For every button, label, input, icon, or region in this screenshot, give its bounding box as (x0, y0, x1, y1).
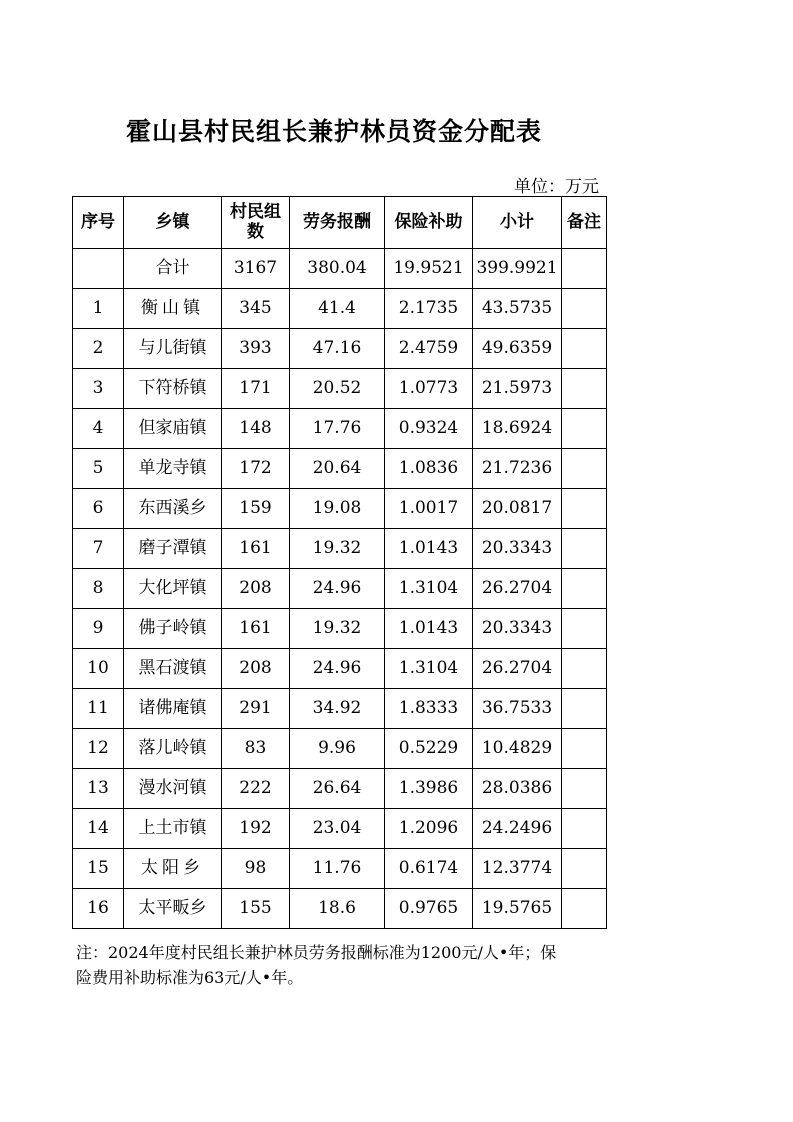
cell-insurance: 2.4759 (385, 329, 473, 369)
cell-remark (562, 489, 607, 529)
table-row (73, 329, 607, 369)
cell-town: 佛子岭镇 (124, 609, 222, 649)
cell-remark (562, 409, 607, 449)
cell-town: 太平畈乡 (124, 889, 222, 929)
cell-remark (562, 449, 607, 489)
cell-insurance: 0.9324 (385, 409, 473, 449)
cell-labor: 17.76 (290, 409, 385, 449)
cell-remark (562, 689, 607, 729)
cell-no: 14 (73, 809, 124, 849)
cell-labor: 11.76 (290, 849, 385, 889)
table-body (73, 249, 607, 929)
cell-subtotal: 21.5973 (473, 369, 562, 409)
cell-remark (562, 849, 607, 889)
cell-insurance: 2.1735 (385, 289, 473, 329)
cell-no: 11 (73, 689, 124, 729)
cell-town: 大化坪镇 (124, 569, 222, 609)
total-row (73, 249, 607, 289)
cell-labor: 23.04 (290, 809, 385, 849)
table-header-row (73, 197, 607, 249)
cell-town: 衡山镇 (124, 289, 222, 329)
cell-labor: 24.96 (290, 569, 385, 609)
cell-count: 155 (222, 889, 290, 929)
table-row (73, 489, 607, 529)
cell-insurance: 1.0143 (385, 609, 473, 649)
cell-count: 291 (222, 689, 290, 729)
cell-no: 15 (73, 849, 124, 889)
table-row (73, 369, 607, 409)
cell-subtotal: 18.6924 (473, 409, 562, 449)
cell-subtotal: 20.0817 (473, 489, 562, 529)
cell-remark (562, 769, 607, 809)
total-subtotal: 399.9921 (473, 249, 562, 289)
cell-labor: 41.4 (290, 289, 385, 329)
total-no (73, 249, 124, 289)
cell-subtotal: 26.2704 (473, 569, 562, 609)
table-row (73, 409, 607, 449)
table-row (73, 849, 607, 889)
cell-labor: 20.64 (290, 449, 385, 489)
cell-count: 161 (222, 609, 290, 649)
cell-town: 诸佛庵镇 (124, 689, 222, 729)
table-row (73, 569, 607, 609)
header-labor: 劳务报酬 (290, 197, 385, 249)
cell-town: 黑石渡镇 (124, 649, 222, 689)
cell-subtotal: 19.5765 (473, 889, 562, 929)
cell-labor: 34.92 (290, 689, 385, 729)
table-row (73, 289, 607, 329)
cell-subtotal: 20.3343 (473, 529, 562, 569)
cell-subtotal: 43.5735 (473, 289, 562, 329)
cell-no: 3 (73, 369, 124, 409)
cell-remark (562, 369, 607, 409)
cell-count: 208 (222, 649, 290, 689)
cell-town: 东西溪乡 (124, 489, 222, 529)
cell-labor: 20.52 (290, 369, 385, 409)
cell-remark (562, 889, 607, 929)
cell-labor: 19.32 (290, 529, 385, 569)
cell-town: 磨子潭镇 (124, 529, 222, 569)
cell-labor: 24.96 (290, 649, 385, 689)
cell-no: 1 (73, 289, 124, 329)
cell-count: 393 (222, 329, 290, 369)
page-title: 霍山县村民组长兼护林员资金分配表 (125, 117, 542, 146)
cell-insurance: 1.2096 (385, 809, 473, 849)
cell-no: 7 (73, 529, 124, 569)
unit-label: 单位：万元 (514, 177, 599, 197)
header-remark: 备注 (562, 197, 607, 249)
total-count: 3167 (222, 249, 290, 289)
cell-labor: 19.08 (290, 489, 385, 529)
cell-subtotal: 36.7533 (473, 689, 562, 729)
cell-town: 与儿街镇 (124, 329, 222, 369)
table-row (73, 729, 607, 769)
cell-remark (562, 529, 607, 569)
cell-remark (562, 329, 607, 369)
cell-subtotal: 12.3774 (473, 849, 562, 889)
header-insurance: 保险补助 (385, 197, 473, 249)
cell-insurance: 0.9765 (385, 889, 473, 929)
cell-subtotal: 21.7236 (473, 449, 562, 489)
cell-no: 10 (73, 649, 124, 689)
cell-count: 192 (222, 809, 290, 849)
cell-subtotal: 49.6359 (473, 329, 562, 369)
cell-remark (562, 609, 607, 649)
cell-no: 12 (73, 729, 124, 769)
cell-town: 太阳乡 (124, 849, 222, 889)
cell-insurance: 0.5229 (385, 729, 473, 769)
cell-no: 13 (73, 769, 124, 809)
table-row (73, 649, 607, 689)
cell-remark (562, 569, 607, 609)
cell-count: 148 (222, 409, 290, 449)
cell-labor: 9.96 (290, 729, 385, 769)
cell-count: 161 (222, 529, 290, 569)
total-label: 合计 (124, 249, 222, 289)
cell-insurance: 1.0143 (385, 529, 473, 569)
allocation-table (72, 196, 607, 929)
cell-no: 8 (73, 569, 124, 609)
cell-town: 上土市镇 (124, 809, 222, 849)
cell-remark (562, 289, 607, 329)
cell-subtotal: 26.2704 (473, 649, 562, 689)
cell-town: 下符桥镇 (124, 369, 222, 409)
cell-labor: 26.64 (290, 769, 385, 809)
cell-count: 222 (222, 769, 290, 809)
cell-remark (562, 649, 607, 689)
cell-town: 漫水河镇 (124, 769, 222, 809)
total-insurance: 19.9521 (385, 249, 473, 289)
table-row (73, 449, 607, 489)
cell-insurance: 1.3986 (385, 769, 473, 809)
cell-subtotal: 24.2496 (473, 809, 562, 849)
cell-town: 单龙寺镇 (124, 449, 222, 489)
cell-insurance: 1.3104 (385, 649, 473, 689)
cell-insurance: 0.6174 (385, 849, 473, 889)
table-row (73, 809, 607, 849)
cell-count: 172 (222, 449, 290, 489)
cell-no: 2 (73, 329, 124, 369)
cell-labor: 47.16 (290, 329, 385, 369)
cell-no: 16 (73, 889, 124, 929)
cell-count: 159 (222, 489, 290, 529)
table-row (73, 689, 607, 729)
header-no: 序号 (73, 197, 124, 249)
cell-insurance: 1.0836 (385, 449, 473, 489)
cell-count: 208 (222, 569, 290, 609)
cell-subtotal: 28.0386 (473, 769, 562, 809)
header-subtotal: 小计 (473, 197, 562, 249)
footnote: 注：2024年度村民组长兼护林员劳务报酬标准为1200元/人•年；保险费用补助标准为63元/人•年。 (76, 943, 557, 987)
cell-remark (562, 809, 607, 849)
cell-count: 83 (222, 729, 290, 769)
cell-insurance: 1.0773 (385, 369, 473, 409)
header-count: 村民组数 (222, 197, 290, 249)
cell-town: 落儿岭镇 (124, 729, 222, 769)
cell-no: 5 (73, 449, 124, 489)
table-row (73, 529, 607, 569)
cell-insurance: 1.0017 (385, 489, 473, 529)
header-town: 乡镇 (124, 197, 222, 249)
total-remark (562, 249, 607, 289)
total-labor: 380.04 (290, 249, 385, 289)
cell-no: 6 (73, 489, 124, 529)
cell-no: 9 (73, 609, 124, 649)
cell-town: 但家庙镇 (124, 409, 222, 449)
cell-subtotal: 20.3343 (473, 609, 562, 649)
cell-insurance: 1.3104 (385, 569, 473, 609)
cell-insurance: 1.8333 (385, 689, 473, 729)
cell-no: 4 (73, 409, 124, 449)
cell-count: 98 (222, 849, 290, 889)
cell-remark (562, 729, 607, 769)
table-row (73, 769, 607, 809)
table-row (73, 889, 607, 929)
cell-count: 345 (222, 289, 290, 329)
table-row (73, 609, 607, 649)
cell-count: 171 (222, 369, 290, 409)
cell-labor: 18.6 (290, 889, 385, 929)
cell-labor: 19.32 (290, 609, 385, 649)
cell-subtotal: 10.4829 (473, 729, 562, 769)
